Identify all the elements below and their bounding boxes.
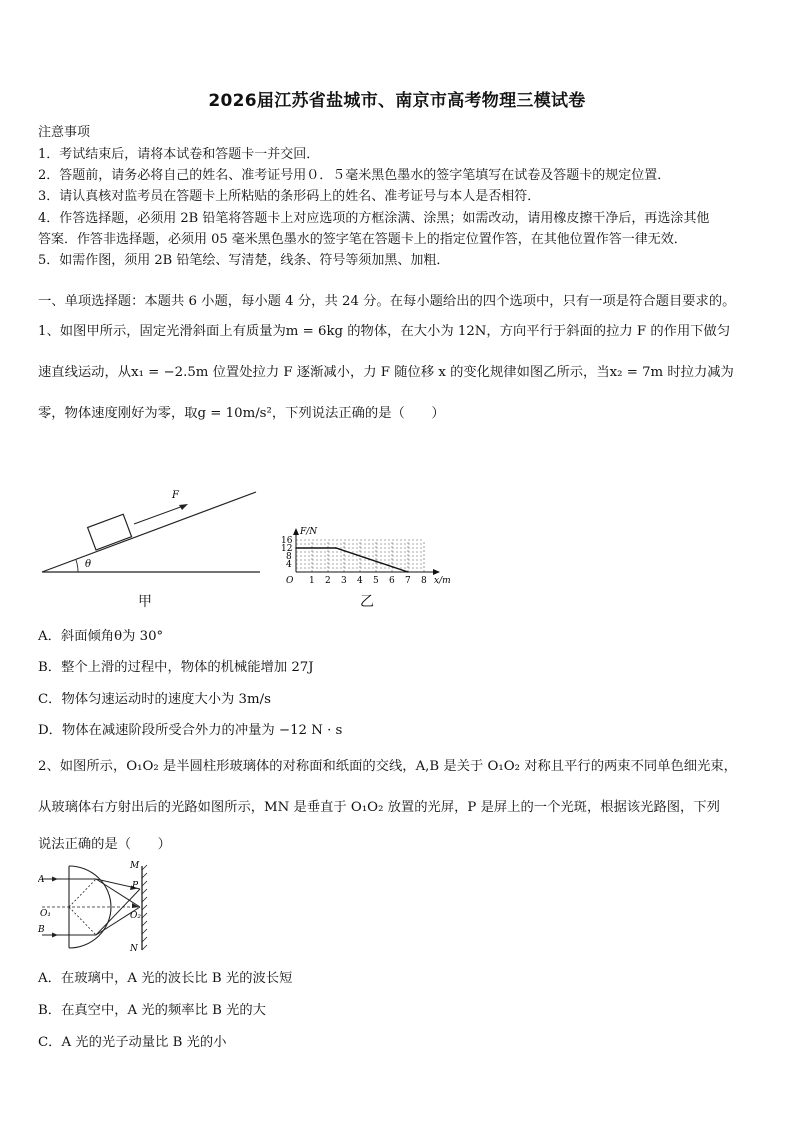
- q2-text-line2: 从玻璃体右方射出后的光路如图所示，MN 是垂直于 O₁O₂ 放置的光屏，P 是屏上的一个光斑，根据该光路图，下列: [38, 800, 720, 815]
- label-p: P: [132, 881, 139, 891]
- q1-option-c: C．物体匀速运动时的速度大小为 3m/s: [38, 692, 271, 707]
- q2-option-b: B．在真空中，A 光的频率比 B 光的大: [38, 1003, 266, 1018]
- q2-text-line3: 说法正确的是（ ）: [38, 837, 171, 852]
- notice-item: 答案．作答非选择题，必须用 05 毫米黑色墨水的签字笔在答题卡上的指定位置作答，在其他位置作答一律无效．: [38, 232, 687, 247]
- origin-label: O: [286, 576, 294, 586]
- q1-text-line3: 零，物体速度刚好为零，取g = 10m/s²，下列说法正确的是（ ）: [38, 406, 445, 421]
- incline-line: [42, 492, 256, 572]
- q1-option-d: D．物体在减速阶段所受合外力的冲量为 −12 N · s: [38, 723, 343, 738]
- x-tick-label: 3: [341, 576, 347, 586]
- y-axis-label: F/N: [300, 527, 318, 537]
- q1-option-b: B．整个上滑的过程中，物体的机械能增加 27J: [38, 660, 314, 675]
- optics-figure: [38, 858, 158, 958]
- x-tick-label: 8: [421, 576, 427, 586]
- notice-item: 5．如需作图，须用 2B 铅笔绘、写清楚，线条、符号等须加黑、加粗．: [38, 253, 450, 268]
- q1-text-line2: 速直线运动，从x₁ = −2.5m 位置处拉力 F 逐渐减小，力 F 随位移 x 的变化规律如图乙所示，当x₂ = 7m 时拉力减为: [38, 365, 734, 380]
- y-tick-label: 4: [286, 560, 292, 570]
- section-heading: 一、单项选择题：本题共 6 小题，每小题 4 分，共 24 分。在每小题给出的四个选项中，只有一项是符合题目要求的。: [38, 294, 736, 309]
- fig-a-caption: 甲: [138, 594, 152, 610]
- label-a: A: [38, 875, 45, 885]
- angle-label: θ: [85, 559, 92, 570]
- label-o1: O₁: [40, 909, 51, 919]
- q1-option-a: A．斜面倾角θ为 30°: [38, 629, 164, 644]
- incline-figure: [38, 478, 268, 578]
- x-axis-arrow: [433, 569, 440, 575]
- q1-text-line1: 1、如图甲所示，固定光滑斜面上有质量为m = 6kg 的物体，在大小为 12N，方向平行于斜面的拉力 F 的作用下做匀: [38, 324, 731, 339]
- q2-option-c: C．A 光的光子动量比 B 光的小: [38, 1035, 227, 1050]
- notice-item: 2．答题前，请务必将自己的姓名、准考证号用０．５毫米黑色墨水的签字笔填写在试卷及答题卡的规定位置．: [38, 168, 671, 183]
- notice-item: 3．请认真核对监考员在答题卡上所粘贴的条形码上的姓名、准考证号与本人是否相符．: [38, 189, 541, 204]
- x-tick-label: 5: [373, 576, 379, 586]
- label-n: N: [130, 944, 138, 954]
- label-o2: O₂: [130, 911, 141, 921]
- ray-b-arrow: [52, 933, 58, 938]
- screen-hatching: [142, 865, 147, 950]
- notice-item: 4．作答选择题，必须用 2B 铅笔将答题卡上对应选项的方框涂满、涂黑；如需改动，请用橡皮擦干净后，再选涂其他: [38, 211, 710, 226]
- y-tick-label: 12: [281, 544, 293, 554]
- x-tick-label: 7: [405, 576, 411, 586]
- data-point: [295, 547, 297, 549]
- notice-item: 1．考试结束后，请将本试卷和答题卡一并交回．: [38, 147, 320, 162]
- x-tick-label: 4: [357, 576, 363, 586]
- q2-option-a: A．在玻璃中，A 光的波长比 B 光的波长短: [38, 971, 293, 986]
- label-b: B: [38, 925, 45, 935]
- notice-heading: 注意事项: [38, 125, 91, 140]
- force-arrowhead: [179, 504, 188, 510]
- y-axis-arrow: [293, 528, 299, 535]
- fig-b-caption: 乙: [360, 594, 374, 610]
- label-m: M: [130, 861, 140, 871]
- y-tick-label: 16: [281, 536, 293, 546]
- block: [88, 514, 132, 550]
- q2-text-line1: 2、如图所示，O₁O₂ 是半圆柱形玻璃体的对称面和纸面的交线，A,B 是关于 O₁O₂ 对称且平行的两束不同单色细光束，: [38, 759, 737, 774]
- force-label: F: [172, 490, 179, 501]
- x-axis-label: x/m: [434, 576, 451, 586]
- angle-arc: [76, 560, 78, 572]
- x-tick-label: 1: [309, 576, 315, 586]
- data-point: [335, 547, 337, 549]
- data-point: [407, 571, 409, 573]
- force-displacement-chart: [272, 436, 512, 586]
- page-title: 2026届江苏省盐城市、南京市高考物理三模试卷: [208, 91, 586, 111]
- ray-a-arrow: [52, 877, 58, 882]
- x-tick-label: 6: [389, 576, 395, 586]
- y-tick-label: 8: [286, 552, 292, 562]
- x-tick-label: 2: [325, 576, 331, 586]
